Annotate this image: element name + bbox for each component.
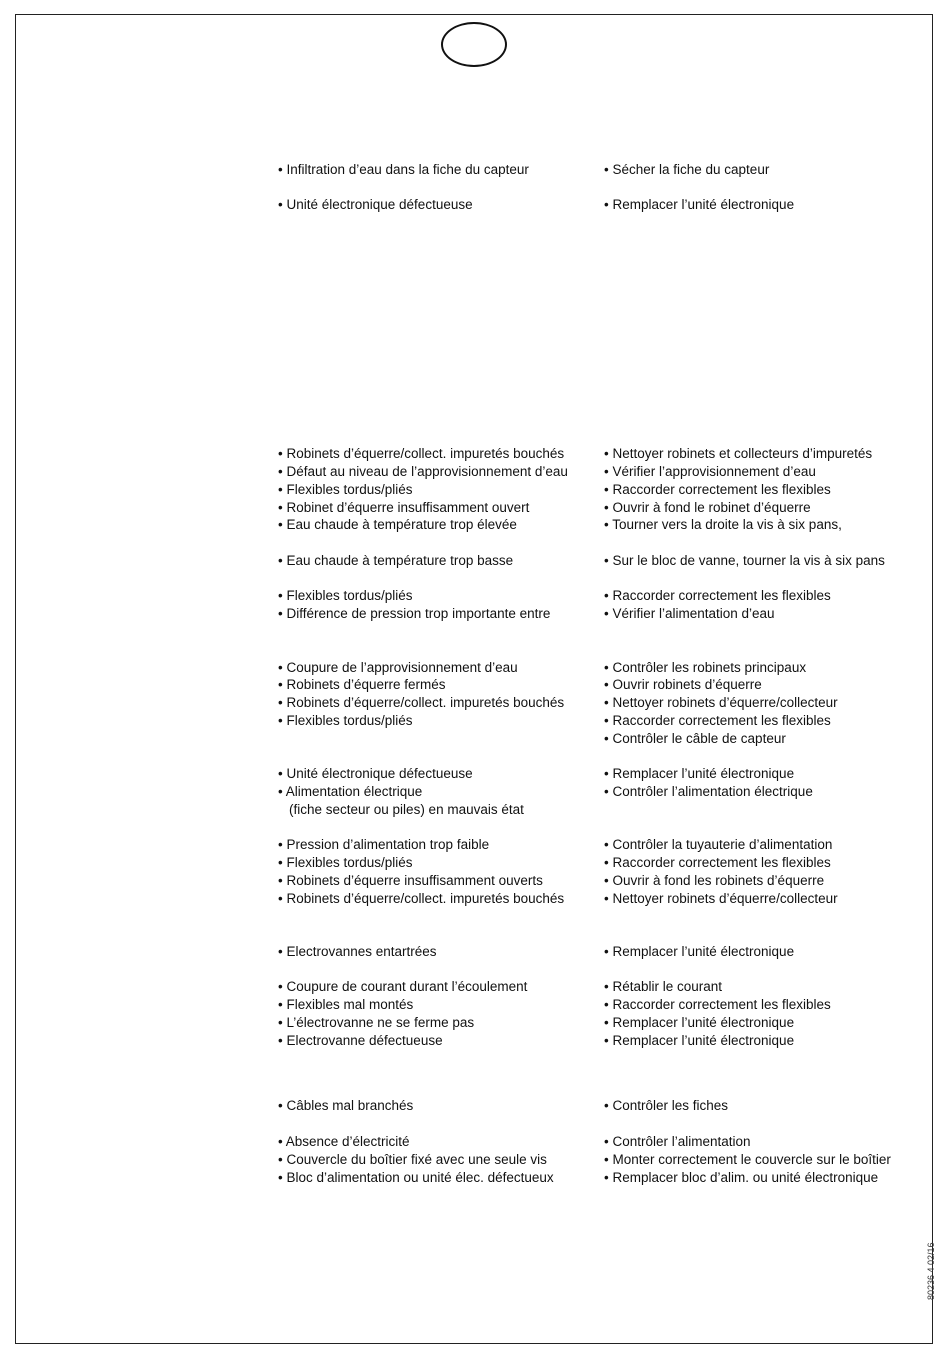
page-frame [15,14,933,1344]
remedy-line: • Contrôler l’alimentation [604,1134,751,1149]
cause-line: • Unité électronique défectueuse [278,197,473,212]
cause-line: • Flexibles tordus/pliés [278,713,413,728]
remedy-line: • Sur le bloc de vanne, tourner la vis à six pans [604,553,885,568]
remedy-line: • Sécher la fiche du capteur [604,162,770,177]
remedy-line: • Remplacer l’unité électronique [604,944,795,959]
cause-line: (fiche secteur ou piles) en mauvais état [289,802,524,817]
remedy-line: • Contrôler le câble de capteur [604,731,786,746]
remedy-line: • Contrôler les fiches [604,1098,729,1113]
remedy-line: • Ouvrir robinets d’équerre [604,677,762,692]
page-number-oval [441,22,507,67]
remedy-line: • Remplacer l’unité électronique [604,197,795,212]
cause-line: • Robinet d’équerre insuffisamment ouvert [278,500,530,515]
cause-line: • Coupure de courant durant l’écoulement [278,979,528,994]
cause-line: • Infiltration d’eau dans la fiche du capteur [278,162,529,177]
remedy-line: • Contrôler la tuyauterie d’alimentation [604,837,833,852]
remedy-line: • Contrôler l’alimentation électrique [604,784,813,799]
document-reference: 80236 4 02/16 [926,1242,936,1300]
remedy-line: • Nettoyer robinets d’équerre/collecteur [604,695,838,710]
cause-line: • Flexibles tordus/pliés [278,482,413,497]
remedy-line: • Nettoyer robinets et collecteurs d’impuretés [604,446,873,461]
remedy-line: • Remplacer bloc d’alim. ou unité électronique [604,1170,879,1185]
cause-line: • Eau chaude à température trop élevée [278,517,517,532]
remedy-line: • Raccorder correctement les flexibles [604,588,831,603]
cause-line: • Robinets d’équerre/collect. impuretés bouchés [278,891,565,906]
remedy-line: • Raccorder correctement les flexibles [604,713,831,728]
cause-line: • Pression d’alimentation trop faible [278,837,490,852]
cause-line: • Couvercle du boîtier fixé avec une seule vis [278,1152,547,1167]
remedy-line: • Remplacer l’unité électronique [604,1015,795,1030]
cause-line: • Coupure de l’approvisionnement d’eau [278,660,518,675]
remedy-line: • Raccorder correctement les flexibles [604,855,831,870]
remedy-line: • Vérifier l’approvisionnement d’eau [604,464,816,479]
cause-line: • L’électrovanne ne se ferme pas [278,1015,475,1030]
cause-line: • Absence d’électricité [278,1134,410,1149]
cause-line: • Flexibles tordus/pliés [278,855,413,870]
remedy-line: • Remplacer l’unité électronique [604,766,795,781]
remedy-line: • Tourner vers la droite la vis à six pans, [604,517,842,532]
remedy-line: • Rétablir le courant [604,979,723,994]
cause-line: • Défaut au niveau de l’approvisionnement d’eau [278,464,568,479]
remedy-line: • Ouvrir à fond les robinets d’équerre [604,873,825,888]
cause-line: • Eau chaude à température trop basse [278,553,514,568]
cause-line: • Câbles mal branchés [278,1098,414,1113]
cause-line: • Robinets d’équerre fermés [278,677,446,692]
remedy-line: • Vérifier l’alimentation d’eau [604,606,775,621]
cause-line: • Flexibles mal montés [278,997,414,1012]
remedy-line: • Monter correctement le couvercle sur le boîtier [604,1152,891,1167]
remedy-line: • Ouvrir à fond le robinet d’équerre [604,500,811,515]
cause-line: • Electrovanne défectueuse [278,1033,443,1048]
remedy-line: • Nettoyer robinets d’équerre/collecteur [604,891,838,906]
cause-line: • Alimentation électrique [278,784,423,799]
cause-line: • Robinets d’équerre/collect. impuretés bouchés [278,695,565,710]
remedy-line: • Raccorder correctement les flexibles [604,997,831,1012]
cause-line: • Bloc d’alimentation ou unité élec. défectueux [278,1170,554,1185]
remedy-line: • Remplacer l’unité électronique [604,1033,795,1048]
cause-line: • Robinets d’équerre/collect. impuretés bouchés [278,446,565,461]
cause-line: • Flexibles tordus/pliés [278,588,413,603]
remedy-line: • Contrôler les robinets principaux [604,660,807,675]
cause-line: • Différence de pression trop importante entre [278,606,551,621]
cause-line: • Robinets d’équerre insuffisamment ouverts [278,873,543,888]
cause-line: • Unité électronique défectueuse [278,766,473,781]
cause-line: • Electrovannes entartrées [278,944,437,959]
remedy-line: • Raccorder correctement les flexibles [604,482,831,497]
